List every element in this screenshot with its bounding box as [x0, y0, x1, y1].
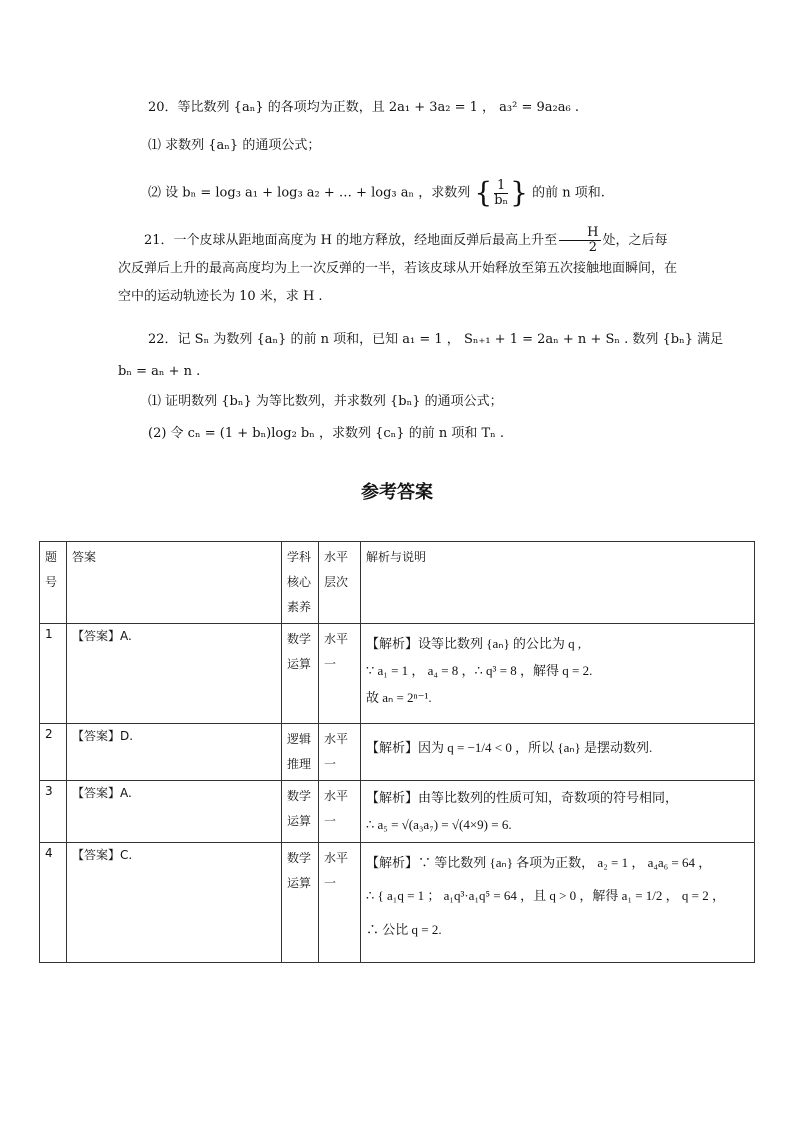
q20-fraction [494, 179, 508, 208]
q20-stem: 20．等比数列 {aₙ} 的各项均为正数，且 2a₁ + 3a₂ = 1 ， a₃² = 9a₂a₆ . [148, 100, 579, 115]
q20-part1-text: 求数列 {aₙ} 的通项公式； [165, 138, 321, 153]
q20-frac-num: 1 [494, 179, 508, 194]
q21-frac-den: 2 [588, 240, 597, 255]
row-level-line2: 一 [324, 657, 337, 671]
row-level-line1: 水平 [324, 632, 349, 646]
header-level-line1: 水平 [324, 550, 349, 564]
row-level-line1: 水平 [324, 851, 349, 865]
q21-text-b: 处，之后每次反弹后上升的最高高度均为上一次反弹的一半，若该皮球从开始释放至第五次接触地面瞬间，在空中的运动轨迹长为 10 米，求 H . [118, 233, 678, 304]
header-level-line2: 层次 [324, 575, 349, 589]
header-num-line1: 题 [45, 550, 58, 564]
row-answer: 【答案】D. [67, 724, 282, 781]
row-literacy [282, 843, 319, 963]
row-literacy-line1: 数学 [287, 632, 312, 646]
q22-part1: ⑴ 证明数列 {bₙ} 为等比数列，并求数列 {bₙ} 的通项公式； [148, 394, 503, 409]
row-literacy-line2: 运算 [287, 657, 312, 671]
row-explain [361, 624, 755, 724]
row-literacy-line1: 数学 [287, 789, 312, 803]
row-level-line1: 水平 [324, 732, 349, 746]
row-level [319, 724, 361, 781]
header-literacy-line1: 学科 [287, 550, 312, 564]
header-literacy-line3: 素养 [287, 600, 312, 614]
row-explain-line3: ∴ 公比 q = 2. [366, 922, 442, 937]
answer-table [39, 541, 755, 963]
row-level-line2: 一 [324, 757, 337, 771]
header-explain [361, 542, 755, 624]
q21-fraction [559, 226, 600, 255]
header-level [319, 542, 361, 624]
header-literacy [282, 542, 319, 624]
row-level-line2: 一 [324, 814, 337, 828]
row-num: 1 [40, 624, 67, 724]
row-explain-line1: 【解析】由等比数列的性质可知，奇数项的符号相同， [366, 790, 679, 805]
q22-part2: (2) 令 cₙ = (1 + bₙ)log₂ bₙ ，求数列 {cₙ} 的前 n 项和 Tₙ . [148, 426, 505, 441]
header-answer-text: 答案 [72, 550, 97, 564]
row-literacy [282, 724, 319, 781]
row-level [319, 781, 361, 843]
row-explain [361, 843, 755, 963]
table-row [40, 843, 755, 963]
q20-part2-text-b: 的前 n 项和. [532, 185, 605, 201]
q21-text [118, 226, 678, 311]
table-row [40, 724, 755, 781]
row-literacy [282, 624, 319, 724]
row-explain-line2: ∴ { a₁q = 1 ； a₁q³·a₁q⁵ = 64 ，且 q > 0 ，解得 a₁ = 1/2 ， q = 2 ， [366, 888, 725, 903]
header-answer [67, 542, 282, 624]
row-literacy-line2: 推理 [287, 757, 312, 771]
q22-line2: bₙ = aₙ + n . [118, 364, 201, 379]
row-num: 3 [40, 781, 67, 843]
row-level [319, 624, 361, 724]
row-explain-line2: ∴ a₅ = √(a₃a₇) = √(4×9) = 6. [366, 817, 512, 832]
row-literacy-line1: 逻辑 [287, 732, 312, 746]
q21-text-a: 21．一个皮球从距地面高度为 H 的地方释放，经地面反弹后最高上升至 [144, 233, 558, 248]
row-explain [361, 724, 755, 781]
row-level-line1: 水平 [324, 789, 349, 803]
row-answer: 【答案】A. [67, 781, 282, 843]
table-row [40, 781, 755, 843]
row-literacy-line2: 运算 [287, 814, 312, 828]
q20-brace-right: } [510, 176, 528, 209]
row-explain-line1: 【解析】设等比数列 {aₙ} 的公比为 q , [366, 636, 582, 651]
row-num: 4 [40, 843, 67, 963]
q20-part2-label: ⑵ [148, 185, 162, 201]
row-literacy-line1: 数学 [287, 851, 312, 865]
row-num: 2 [40, 724, 67, 781]
header-literacy-line2: 核心 [287, 575, 312, 589]
row-explain-line3: 故 aₙ = 2ⁿ⁻¹. [366, 690, 432, 705]
row-explain-line1: 【解析】因为 q = −1/4 < 0 ，所以 {aₙ} 是摆动数列. [366, 740, 653, 755]
row-answer: 【答案】A. [67, 624, 282, 724]
q20-part2-text-a: 设 bₙ = log₃ a₁ + log₃ a₂ + … + log₃ aₙ ，求数列 [165, 185, 471, 201]
row-level [319, 843, 361, 963]
row-explain-line1: 【解析】∵ 等比数列 {aₙ} 各项为正数， a₂ = 1 ， a₄a₆ = 64 ， [366, 855, 712, 870]
header-explain-text: 解析与说明 [366, 550, 427, 564]
table-row [40, 624, 755, 724]
row-literacy [282, 781, 319, 843]
row-explain [361, 781, 755, 843]
row-answer: 【答案】C. [67, 843, 282, 963]
q21-frac-num: H [559, 226, 600, 241]
q20-part2 [148, 178, 605, 209]
row-literacy-line2: 运算 [287, 876, 312, 890]
q20-brace-left: { [474, 176, 493, 209]
table-header-row [40, 542, 755, 624]
q20-frac-den: bₙ [494, 192, 509, 208]
header-num [40, 542, 67, 624]
row-explain-line2: ∵ a₁ = 1 ， a₄ = 8 ，∴ q³ = 8 ，解得 q = 2. [366, 663, 593, 678]
q20-part1 [148, 136, 320, 156]
q20-part1-label: ⑴ [148, 138, 162, 153]
header-num-line2: 号 [45, 575, 58, 589]
q22-line1: 22．记 Sₙ 为数列 {aₙ} 的前 n 项和，已知 a₁ = 1 ， Sₙ₊₁ + 1 = 2aₙ + n + Sₙ . 数列 {bₙ} 满足 [148, 332, 724, 347]
answer-title: 参考答案 [361, 482, 433, 503]
row-level-line2: 一 [324, 876, 337, 890]
